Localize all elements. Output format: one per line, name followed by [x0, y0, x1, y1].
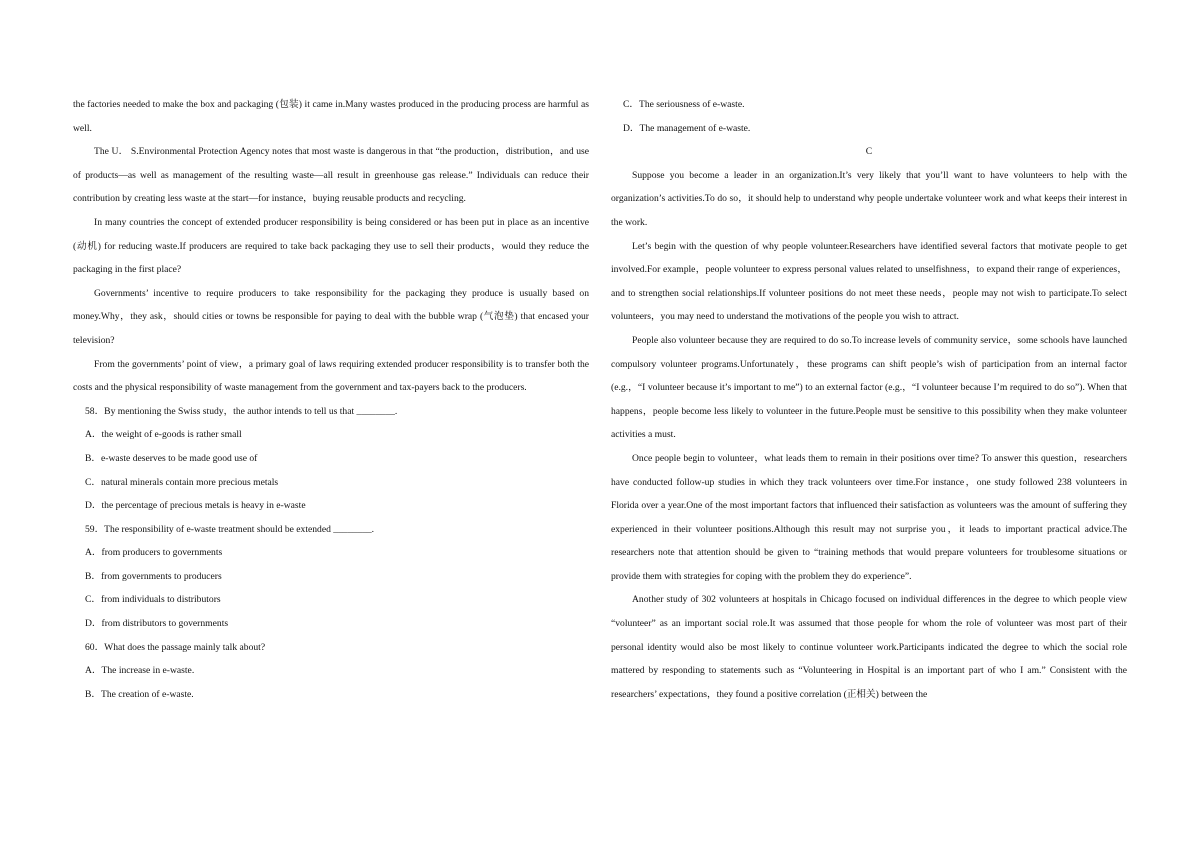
paragraph: Suppose you become a leader in an organization.It’s very likely that you’ll want to have volunteers to help with the organization’s activities.To do so，it should help to understand why people undertake volunteer work and what keeps their interest in the work. — [611, 169, 1127, 228]
paragraph: The U． S.Environmental Protection Agency notes that most waste is dangerous in that “the production，distribution，and use of products—as well as management of the resulting waste—all result in greenhouse gas release.” Individuals can reduce their contribution by creating less waste at the start—for instance，buying reusable products and recycling. — [73, 146, 589, 205]
option: C．The seriousness of e-waste. — [623, 99, 745, 110]
paragraph: Once people begin to volunteer，what leads them to remain in their positions over time? To answer this question，researchers have conducted follow-up studies in which they track volunteers over time.For instance，one study followed 238 volunteers in Florida over a year.One of the most important factors that influenced their satisfaction as volunteers was the amount of suffering they experienced in their volunteer positions.Although this result may not surprise you，it leads to important practical advice.The researchers note that attention should be given to “training methods that would prepare volunteers for troublesome situations or provide them with strategies for coping with the problem they do experience”. — [611, 452, 1127, 582]
question-59: 59．The responsibility of e-waste treatment should be extended ________. — [85, 523, 375, 535]
option: C．natural minerals contain more precious metals — [85, 476, 279, 488]
left-column — [73, 93, 589, 706]
option: D．the percentage of precious metals is heavy in e-waste — [85, 500, 306, 512]
section-heading: C — [865, 146, 873, 158]
paragraph: the factories needed to make the box and packaging (包装) it came in.Many wastes produced in the producing process are harmful as well. — [73, 99, 589, 134]
paragraph: From the governments’ point of view，a primary goal of laws requiring extended producer responsibility is to transfer both the costs and the physical responsibility of waste management from the government and tax-payers back to the producers. — [73, 358, 589, 394]
paragraph: Governments’ incentive to require producers to take responsibility for the packaging they produce is usually based on money.Why，they ask，should cities or towns be responsible for paying to deal with the bubble wrap (气泡垫) that encased your television? — [73, 287, 589, 346]
option: A．The increase in e-waste. — [85, 665, 195, 677]
paragraph: People also volunteer because they are required to do so.To increase levels of community service，some schools have launched compulsory volunteer programs.Unfortunately，these programs can shift people’s wish of participation from an internal factor (e.g.，“I volunteer because it’s important to me”) to an external factor (e.g.，“I volunteer because I’m required to do so”). When that happens，people become less likely to volunteer in the future.People must be sensitive to this possibility when they make volunteer activities a must. — [611, 334, 1127, 441]
option: B．e-waste deserves to be made good use of — [85, 452, 258, 464]
paragraph: In many countries the concept of extended producer responsibility is being considered or has been put in place as an incentive (动机) for reducing waste.If producers are required to take back packaging they use to sell their products，would they reduce the packaging in the first place? — [73, 216, 589, 276]
option: A．the weight of e-goods is rather small — [85, 429, 242, 441]
option: D．The management of e-waste. — [623, 122, 751, 134]
paragraph: Let’s begin with the question of why people volunteer.Researchers have identified several factors that motivate people to get involved.For example，people volunteer to express personal values related to unselfishness，to expand their range of experiences，and to strengthen social relationships.If volunteer positions do not meet these needs，people may not wish to participate.To select volunteers，you may need to understand the motivations of the people you wish to attract. — [611, 240, 1127, 323]
right-column — [611, 93, 1127, 706]
option: C．from individuals to distributors — [85, 594, 221, 606]
option: A．from producers to governments — [85, 547, 223, 559]
option: D．from distributors to governments — [85, 618, 229, 630]
paragraph: Another study of 302 volunteers at hospitals in Chicago focused on individual differences in the degree to which people view “volunteer” as an important social role.It was assumed that those people for whom the role of volunteer was most part of their personal identity would also be most likely to continue volunteer work.Participants indicated the degree to which the social role mattered by responding to statements such as “Volunteering in Hospital is an important part of who I am.” Consistent with the researchers’ expectations，they found a positive correlation (正相关) between the — [611, 594, 1127, 700]
option: B．The creation of e-waste. — [85, 688, 194, 700]
option: B．from governments to producers — [85, 570, 222, 582]
question-58: 58．By mentioning the Swiss study，the author intends to tell us that ________. — [85, 405, 398, 417]
question-60: 60．What does the passage mainly talk about? — [85, 641, 266, 653]
